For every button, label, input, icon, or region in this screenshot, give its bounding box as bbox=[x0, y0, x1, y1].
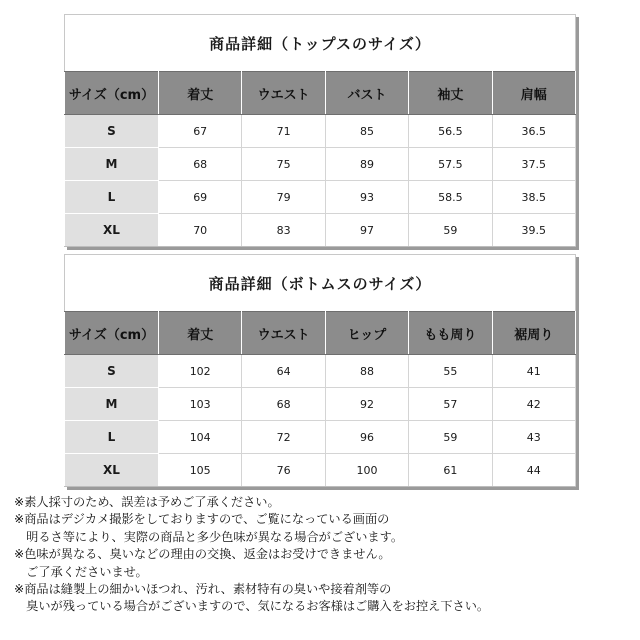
note-line: 臭いが残っている場合がございますので、気になるお客様はご購入をお控え下さい。 bbox=[14, 599, 490, 614]
note-line: ご了承くださいませ。 bbox=[14, 564, 148, 579]
value-cell: 69 bbox=[159, 181, 242, 214]
header-length: 着丈 bbox=[159, 312, 242, 355]
value-cell: 79 bbox=[242, 181, 325, 214]
table-row bbox=[65, 355, 576, 388]
table-row bbox=[65, 148, 576, 181]
note-line: ※商品はデジカメ撮影をしておりますので、ご覧になっている画面の bbox=[14, 512, 390, 527]
header-thigh: もも周り bbox=[409, 312, 492, 355]
value-cell: 96 bbox=[325, 421, 408, 454]
value-cell: 57.5 bbox=[409, 148, 492, 181]
header-sleeve: 袖丈 bbox=[409, 72, 492, 115]
value-cell: 103 bbox=[159, 388, 242, 421]
value-cell: 61 bbox=[409, 454, 492, 487]
value-cell: 83 bbox=[242, 214, 325, 247]
value-cell: 92 bbox=[325, 388, 408, 421]
value-cell: 88 bbox=[325, 355, 408, 388]
value-cell: 58.5 bbox=[409, 181, 492, 214]
header-shoulder: 肩幅 bbox=[492, 72, 575, 115]
value-cell: 55 bbox=[409, 355, 492, 388]
value-cell: 44 bbox=[492, 454, 575, 487]
table-row bbox=[65, 454, 576, 487]
value-cell: 57 bbox=[409, 388, 492, 421]
header-bust: バスト bbox=[325, 72, 408, 115]
value-cell: 36.5 bbox=[492, 115, 575, 148]
header-hem: 裾周り bbox=[492, 312, 575, 355]
value-cell: 68 bbox=[242, 388, 325, 421]
value-cell: 93 bbox=[325, 181, 408, 214]
value-cell: 56.5 bbox=[409, 115, 492, 148]
size-cell: M bbox=[65, 388, 159, 421]
size-cell: XL bbox=[65, 454, 159, 487]
value-cell: 71 bbox=[242, 115, 325, 148]
value-cell: 41 bbox=[492, 355, 575, 388]
value-cell: 64 bbox=[242, 355, 325, 388]
bottoms-title: 商品詳細（ボトムスのサイズ） bbox=[64, 254, 576, 311]
value-cell: 102 bbox=[159, 355, 242, 388]
value-cell: 75 bbox=[242, 148, 325, 181]
table-row bbox=[65, 115, 576, 148]
value-cell: 104 bbox=[159, 421, 242, 454]
value-cell: 39.5 bbox=[492, 214, 575, 247]
header-hip: ヒップ bbox=[325, 312, 408, 355]
value-cell: 43 bbox=[492, 421, 575, 454]
value-cell: 38.5 bbox=[492, 181, 575, 214]
value-cell: 105 bbox=[159, 454, 242, 487]
note-line: ※商品は縫製上の細かいほつれ、汚れ、素材特有の臭いや接着剤等の bbox=[14, 582, 392, 597]
header-size: サイズ（cm） bbox=[65, 72, 159, 115]
value-cell: 97 bbox=[325, 214, 408, 247]
value-cell: 85 bbox=[325, 115, 408, 148]
header-waist: ウエスト bbox=[242, 72, 325, 115]
table-row bbox=[65, 214, 576, 247]
table-row bbox=[65, 421, 576, 454]
note-line: ※素人採寸のため、誤差は予めご了承ください。 bbox=[14, 495, 280, 509]
header-length: 着丈 bbox=[159, 72, 242, 115]
size-cell: M bbox=[65, 148, 159, 181]
value-cell: 76 bbox=[242, 454, 325, 487]
value-cell: 59 bbox=[409, 214, 492, 247]
note-line: 明るさ等により、実際の商品と多少色味が異なる場合がございます。 bbox=[14, 529, 404, 544]
bottoms-size-table bbox=[64, 311, 576, 487]
size-cell: L bbox=[65, 421, 159, 454]
size-cell: S bbox=[65, 115, 159, 148]
header-waist: ウエスト bbox=[242, 312, 325, 355]
bottoms-header-row bbox=[65, 312, 576, 355]
tops-size-panel bbox=[64, 14, 576, 247]
value-cell: 37.5 bbox=[492, 148, 575, 181]
value-cell: 42 bbox=[492, 388, 575, 421]
value-cell: 68 bbox=[159, 148, 242, 181]
notes-block bbox=[14, 494, 634, 616]
table-row bbox=[65, 181, 576, 214]
tops-title: 商品詳細（トップスのサイズ） bbox=[64, 14, 576, 71]
table-row bbox=[65, 388, 576, 421]
note-line: ※色味が異なる、臭いなどの理由の交換、返金はお受けできません。 bbox=[14, 547, 391, 562]
value-cell: 89 bbox=[325, 148, 408, 181]
size-cell: L bbox=[65, 181, 159, 214]
value-cell: 72 bbox=[242, 421, 325, 454]
value-cell: 59 bbox=[409, 421, 492, 454]
tops-header-row bbox=[65, 72, 576, 115]
tops-size-table bbox=[64, 71, 576, 247]
value-cell: 100 bbox=[325, 454, 408, 487]
bottoms-size-panel bbox=[64, 254, 576, 487]
value-cell: 70 bbox=[159, 214, 242, 247]
value-cell: 67 bbox=[159, 115, 242, 148]
size-cell: XL bbox=[65, 214, 159, 247]
header-size: サイズ（cm） bbox=[65, 312, 159, 355]
size-cell: S bbox=[65, 355, 159, 388]
